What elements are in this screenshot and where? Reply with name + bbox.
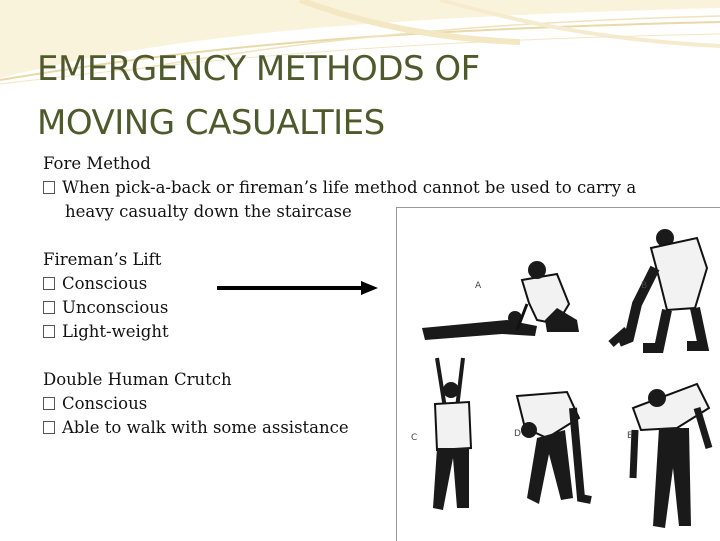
bullet-box-icon (43, 421, 55, 434)
bullet-box-icon (43, 301, 55, 314)
bullet-box-icon (43, 325, 55, 338)
bullet-box-icon (43, 277, 55, 290)
firemans-lift-heading: Fireman’s Lift (43, 250, 162, 269)
slide-title (37, 42, 597, 150)
double-human-crutch-bullet-text: Conscious (62, 394, 148, 413)
bullet-box-icon (43, 181, 55, 194)
right-arrow-icon (215, 278, 380, 298)
fore-method-bullet (43, 176, 703, 200)
panel-e-figure (627, 384, 709, 528)
bullet-box-icon (43, 397, 55, 410)
firemans-lift-illustration (396, 207, 720, 541)
title-line-1: EMERGENCY METHODS OF (37, 49, 480, 89)
fore-method-heading: Fore Method (43, 154, 151, 173)
firemans-lift-bullet-text: Unconscious (62, 298, 169, 317)
panel-c-figure (411, 358, 471, 510)
panel-a-figure (422, 261, 579, 340)
double-human-crutch-heading: Double Human Crutch (43, 370, 232, 389)
title-line-2: MOVING CASUALTIES (37, 103, 385, 143)
panel-label-e: E (627, 431, 633, 441)
panel-b-figure (611, 229, 707, 348)
double-human-crutch-bullet-text: Able to walk with some assistance (62, 418, 349, 437)
fore-method-bullet-text: When pick-a-back or fireman’s life method cannot be used to carry a (62, 178, 637, 197)
fore-method-bullet-continuation: heavy casualty down the staircase (65, 202, 352, 221)
panel-label-a: A (475, 281, 482, 291)
panel-label-d: D (514, 429, 521, 439)
panel-label-b: B (641, 281, 648, 291)
panel-label-c: C (411, 433, 418, 443)
panel-d-figure (514, 392, 591, 504)
firemans-lift-bullet-text: Conscious (62, 274, 148, 293)
firemans-lift-bullet-text: Light-weight (62, 322, 169, 341)
